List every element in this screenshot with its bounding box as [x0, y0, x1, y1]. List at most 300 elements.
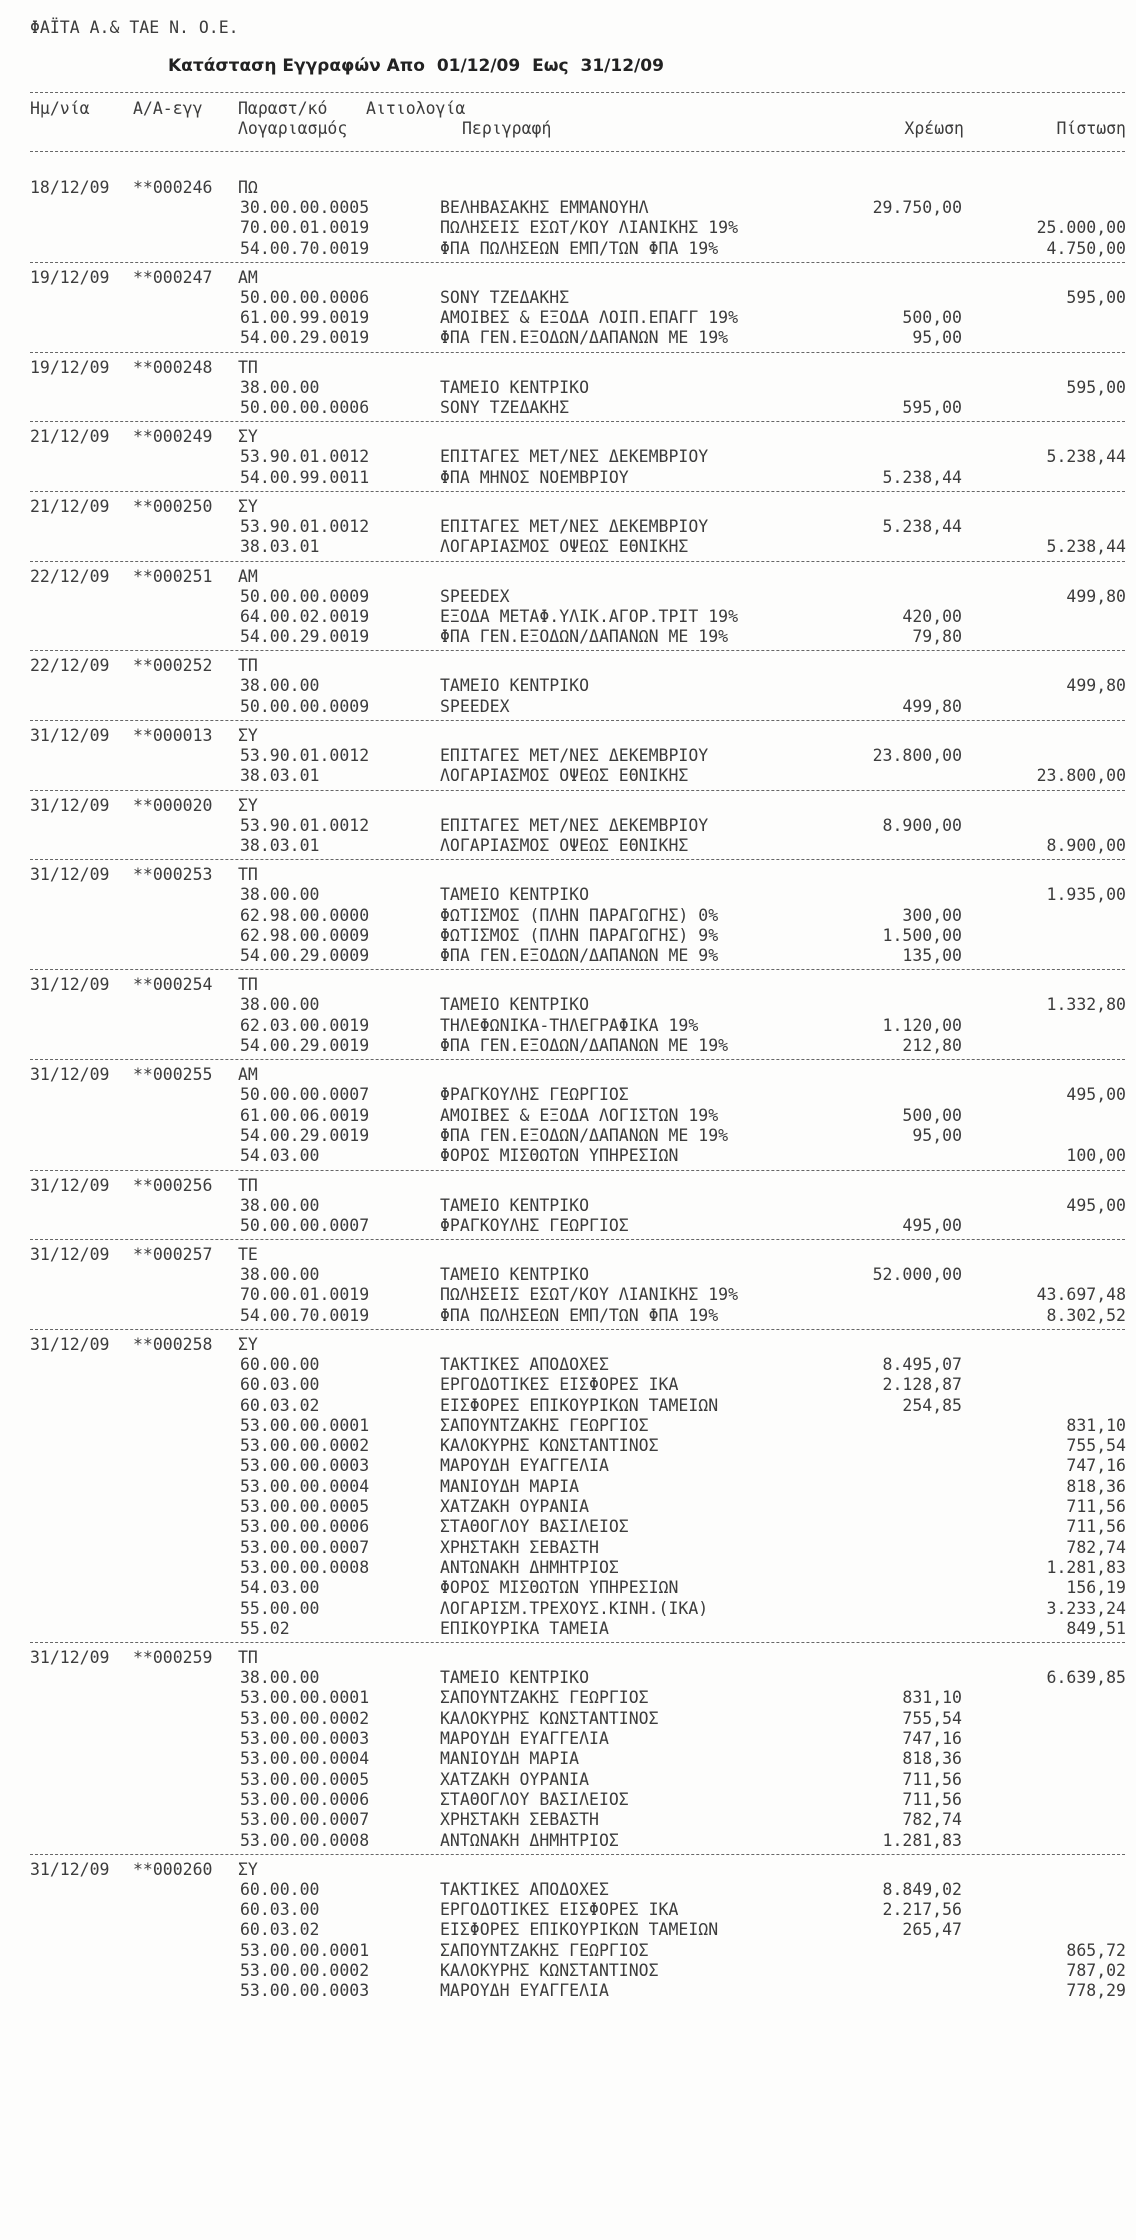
debit-amount: 420,00	[902, 606, 962, 626]
debit-amount: 747,16	[902, 1729, 962, 1749]
entry-header	[0, 796, 1136, 816]
account-code: 50.00.00.0009	[240, 586, 370, 606]
entry-number: **000249	[133, 427, 213, 447]
entry-date: 21/12/09	[30, 496, 110, 516]
entry-divider	[30, 790, 1125, 791]
entry-number: **000013	[133, 726, 213, 746]
account-code: 38.00.00	[240, 1668, 320, 1688]
credit-amount: 1.935,00	[1046, 885, 1126, 905]
account-code: 60.03.02	[240, 1395, 320, 1415]
debit-amount: 8.900,00	[882, 815, 962, 835]
credit-amount: 787,02	[1066, 1961, 1126, 1980]
entry-type: ΣΥ	[238, 496, 258, 516]
debit-amount: 212,80	[902, 1036, 962, 1056]
account-code: 54.00.29.0019	[240, 1036, 370, 1056]
line-description: ΦΩΤΙΣΜΟΣ (ΠΛΗΝ ΠΑΡΑΓΩΓΗΣ) 0%	[440, 905, 719, 925]
entry-date: 31/12/09	[30, 1175, 110, 1195]
entry-line	[0, 1688, 1136, 1708]
debit-amount: 23.800,00	[872, 746, 962, 766]
line-description: ΕΠΙΤΑΓΕΣ ΜΕΤ/ΝΕΣ ΔΕΚΕΜΒΡΙΟΥ	[440, 447, 709, 467]
entry-line	[0, 906, 1136, 926]
line-description: ΤΑΜΕΙΟ ΚΕΝΤΡΙΚΟ	[440, 1265, 590, 1285]
line-description: ΤΑΜΕΙΟ ΚΕΝΤΡΙΚΟ	[440, 377, 590, 397]
account-code: 38.03.01	[240, 766, 320, 786]
line-description: ΤΑΚΤΙΚΕΣ ΑΠΟΔΟΧΕΣ	[440, 1354, 609, 1374]
account-code: 70.00.01.0019	[240, 1285, 370, 1305]
divider	[30, 151, 1125, 152]
entry-header	[0, 358, 1136, 378]
entry-date: 31/12/09	[30, 865, 110, 885]
line-description: ΕΠΙΤΑΓΕΣ ΜΕΤ/ΝΕΣ ΔΕΚΕΜΒΡΙΟΥ	[440, 516, 709, 536]
debit-amount: 8.849,02	[882, 1879, 962, 1899]
credit-amount: 778,29	[1066, 1981, 1126, 2001]
entry-line	[0, 288, 1136, 308]
entry-divider	[30, 421, 1125, 422]
journal-entry	[0, 726, 1136, 791]
header-reason: Αιτιολογία	[366, 99, 466, 118]
entry-line	[0, 766, 1136, 786]
header-date: Ημ/νία	[30, 99, 90, 118]
account-code: 38.03.01	[240, 835, 320, 855]
journal-entry	[0, 427, 1136, 492]
line-description: ΕΙΣΦΟΡΕΣ ΕΠΙΚΟΥΡΙΚΩΝ ΤΑΜΕΙΩΝ	[440, 1395, 719, 1415]
line-description: ΣΤΑΘΟΓΛΟΥ ΒΑΣΙΛΕΙΟΣ	[440, 1789, 629, 1809]
account-code: 62.98.00.0000	[240, 905, 370, 925]
credit-amount: 6.639,85	[1046, 1668, 1126, 1688]
entry-line	[0, 627, 1136, 647]
entry-line	[0, 1790, 1136, 1810]
debit-amount: 831,10	[902, 1688, 962, 1708]
line-description: ΛΟΓΑΡΙΑΣΜΟΣ ΟΨΕΩΣ ΕΘΝΙΚΗΣ	[440, 537, 689, 557]
entry-line	[0, 1146, 1136, 1166]
entry-number: **000258	[133, 1334, 213, 1354]
entry-line	[0, 1355, 1136, 1375]
debit-amount: 755,54	[902, 1708, 962, 1728]
credit-amount: 3.233,24	[1046, 1598, 1126, 1618]
account-code: 60.03.02	[240, 1920, 320, 1940]
journal-entry	[0, 1860, 1136, 2002]
entry-line	[0, 517, 1136, 537]
entry-line	[0, 885, 1136, 905]
entry-line	[0, 1668, 1136, 1688]
entry-line	[0, 607, 1136, 627]
line-description: ΧΑΤΖΑΚΗ ΟΥΡΑΝΙΑ	[440, 1769, 590, 1789]
journal-entry	[0, 1176, 1136, 1241]
account-code: 53.00.00.0005	[240, 1769, 370, 1789]
account-code: 50.00.00.0007	[240, 1085, 370, 1105]
credit-amount: 818,36	[1066, 1476, 1126, 1496]
line-description: ΦΩΤΙΣΜΟΣ (ΠΛΗΝ ΠΑΡΑΓΩΓΗΣ) 9%	[440, 925, 719, 945]
line-description: ΠΩΛΗΣΕΙΣ ΕΣΩΤ/ΚΟΥ ΛΙΑΝΙΚΗΣ 19%	[440, 218, 739, 238]
entry-header	[0, 427, 1136, 447]
entry-divider	[30, 561, 1125, 562]
account-code: 60.00.00	[240, 1879, 320, 1899]
entry-type: ΣΥ	[238, 1334, 258, 1354]
account-code: 53.00.00.0007	[240, 1810, 370, 1830]
line-description: ΛΟΓΑΡΙΑΣΜΟΣ ΟΨΕΩΣ ΕΘΝΙΚΗΣ	[440, 766, 689, 786]
entry-line	[0, 1729, 1136, 1749]
line-description: ΣΑΠΟΥΝΤΖΑΚΗΣ ΓΕΩΡΓΙΟΣ	[440, 1688, 649, 1708]
entry-line	[0, 1517, 1136, 1537]
line-description: ΕΡΓΟΔΟΤΙΚΕΣ ΕΙΣΦΟΡΕΣ ΙΚΑ	[440, 1900, 679, 1920]
entry-line	[0, 1375, 1136, 1395]
account-code: 50.00.00.0007	[240, 1215, 370, 1235]
entry-line	[0, 995, 1136, 1015]
account-code: 54.00.70.0019	[240, 1305, 370, 1325]
journal-entry	[0, 975, 1136, 1060]
credit-amount: 1.281,83	[1046, 1557, 1126, 1577]
journal-entry	[0, 497, 1136, 562]
account-code: 53.00.00.0002	[240, 1961, 370, 1980]
entry-number: **000247	[133, 267, 213, 287]
account-code: 70.00.01.0019	[240, 218, 370, 238]
entry-number: **000253	[133, 865, 213, 885]
account-code: 53.00.00.0002	[240, 1436, 370, 1456]
header-entry-no: Α/Α-εγγ	[133, 99, 203, 118]
entry-line	[0, 1436, 1136, 1456]
account-code: 60.03.00	[240, 1900, 320, 1920]
debit-amount: 499,80	[902, 696, 962, 716]
account-code: 53.90.01.0012	[240, 746, 370, 766]
journal-entry	[0, 796, 1136, 861]
header-voucher: Παραστ/κό	[238, 99, 328, 118]
line-description: ΜΑΡΟΥΔΗ ΕΥΑΓΓΕΛΙΑ	[440, 1981, 609, 2001]
entry-line	[0, 1880, 1136, 1900]
entry-date: 21/12/09	[30, 427, 110, 447]
line-description: ΜΑΝΙΟΥΔΗ ΜΑΡΙΑ	[440, 1749, 580, 1769]
line-description: ΚΑΛΟΚΥΡΗΣ ΚΩΝΣΤΑΝΤΙΝΟΣ	[440, 1708, 659, 1728]
credit-amount: 782,74	[1066, 1537, 1126, 1557]
company-name: ΦΑΪΤΑ Α.& ΤΑΕ Ν. Ο.Ε.	[30, 18, 239, 37]
line-description: ΦΠΑ ΓΕΝ.ΕΞΟΔΩΝ/ΔΑΠΑΝΩΝ ΜΕ 9%	[440, 946, 719, 966]
line-description: SONY ΤΖΕΔΑΚΗΣ	[440, 398, 570, 418]
credit-amount: 1.332,80	[1046, 995, 1126, 1015]
account-code: 61.00.99.0019	[240, 308, 370, 328]
report-title	[168, 56, 670, 76]
credit-amount: 100,00	[1066, 1146, 1126, 1166]
account-code: 53.00.00.0006	[240, 1517, 370, 1537]
account-code: 38.00.00	[240, 1195, 320, 1215]
entry-line	[0, 1396, 1136, 1416]
entry-line	[0, 328, 1136, 348]
entry-line	[0, 1941, 1136, 1961]
account-code: 38.00.00	[240, 995, 320, 1015]
entry-type: ΤΠ	[238, 1175, 258, 1195]
line-description: ΤΑΜΕΙΟ ΚΕΝΤΡΙΚΟ	[440, 1668, 590, 1688]
line-description: ΕΙΣΦΟΡΕΣ ΕΠΙΚΟΥΡΙΚΩΝ ΤΑΜΕΙΩΝ	[440, 1920, 719, 1940]
account-code: 50.00.00.0009	[240, 696, 370, 716]
entry-number: **000252	[133, 656, 213, 676]
account-code: 54.00.29.0019	[240, 1125, 370, 1145]
line-description: ΛΟΓΑΡΙΑΣΜΟΣ ΟΨΕΩΣ ΕΘΝΙΚΗΣ	[440, 835, 689, 855]
entry-line	[0, 697, 1136, 717]
journal-entry	[0, 268, 1136, 353]
entry-type: ΤΕ	[238, 1245, 258, 1265]
line-description: ΧΡΗΣΤΑΚΗ ΣΕΒΑΣΤΗ	[440, 1537, 599, 1557]
account-code: 38.00.00	[240, 1265, 320, 1285]
line-description: ΦΠΑ ΜΗΝΟΣ ΝΟΕΜΒΡΙΟΥ	[440, 467, 629, 487]
debit-amount: 2.217,56	[882, 1900, 962, 1920]
debit-amount: 52.000,00	[872, 1265, 962, 1285]
entry-date: 31/12/09	[30, 1648, 110, 1668]
entry-line	[0, 308, 1136, 328]
account-code: 53.00.00.0004	[240, 1749, 370, 1769]
account-code: 53.00.00.0004	[240, 1476, 370, 1496]
entry-number: **000260	[133, 1859, 213, 1879]
credit-amount: 595,00	[1066, 377, 1126, 397]
line-description: ΦΠΑ ΠΩΛΗΣΕΩΝ ΕΜΠ/ΤΩΝ ΦΠΑ 19%	[440, 1305, 719, 1325]
entry-header	[0, 1648, 1136, 1668]
entry-date: 19/12/09	[30, 267, 110, 287]
line-description: ΣΑΠΟΥΝΤΖΑΚΗΣ ΓΕΩΡΓΙΟΣ	[440, 1940, 649, 1960]
account-code: 54.00.70.0019	[240, 238, 370, 258]
line-description: ΤΑΜΕΙΟ ΚΕΝΤΡΙΚΟ	[440, 995, 590, 1015]
debit-amount: 782,74	[902, 1810, 962, 1830]
line-description: ΤΑΜΕΙΟ ΚΕΝΤΡΙΚΟ	[440, 885, 590, 905]
line-description: ΑΜΟΙΒΕΣ & ΕΞΟΔΑ ΛΟΓΙΣΤΩΝ 19%	[440, 1105, 719, 1125]
entry-line	[0, 378, 1136, 398]
line-description: SPEEDEX	[440, 586, 510, 606]
entry-line	[0, 926, 1136, 946]
credit-amount: 711,56	[1066, 1517, 1126, 1537]
entry-number: **000256	[133, 1175, 213, 1195]
credit-amount: 495,00	[1066, 1195, 1126, 1215]
entry-header	[0, 975, 1136, 995]
entry-number: **000250	[133, 496, 213, 516]
debit-amount: 95,00	[912, 1125, 962, 1145]
debit-amount: 135,00	[902, 946, 962, 966]
credit-amount: 849,51	[1066, 1618, 1126, 1638]
credit-amount: 495,00	[1066, 1085, 1126, 1105]
entry-line	[0, 1900, 1136, 1920]
credit-amount: 711,56	[1066, 1497, 1126, 1517]
line-description: ΦΠΑ ΠΩΛΗΣΕΩΝ ΕΜΠ/ΤΩΝ ΦΠΑ 19%	[440, 238, 719, 258]
entry-line	[0, 1036, 1136, 1056]
line-description: ΦΟΡΟΣ ΜΙΣΘΩΤΩΝ ΥΠΗΡΕΣΙΩΝ	[440, 1578, 679, 1598]
title-from-date: 01/12/09	[436, 56, 521, 76]
journal-entry	[0, 178, 1136, 263]
account-code: 53.00.00.0003	[240, 1729, 370, 1749]
credit-amount: 4.750,00	[1046, 238, 1126, 258]
debit-amount: 8.495,07	[882, 1354, 962, 1374]
debit-amount: 254,85	[902, 1395, 962, 1415]
title-to-word: Εως	[532, 56, 569, 76]
account-code: 53.90.01.0012	[240, 447, 370, 467]
entry-divider	[30, 1329, 1125, 1330]
entry-line	[0, 239, 1136, 259]
line-description: ΧΑΤΖΑΚΗ ΟΥΡΑΝΙΑ	[440, 1497, 590, 1517]
entry-type: ΣΥ	[238, 427, 258, 447]
entry-date: 31/12/09	[30, 795, 110, 815]
entry-type: ΤΠ	[238, 975, 258, 995]
entry-line	[0, 746, 1136, 766]
line-description: ΠΩΛΗΣΕΙΣ ΕΣΩΤ/ΚΟΥ ΛΙΑΝΙΚΗΣ 19%	[440, 1285, 739, 1305]
account-code: 64.00.02.0019	[240, 606, 370, 626]
entry-line	[0, 1981, 1136, 2001]
account-code: 62.03.00.0019	[240, 1015, 370, 1035]
entry-type: ΣΥ	[238, 795, 258, 815]
account-code: 55.02	[240, 1618, 290, 1638]
entry-date: 31/12/09	[30, 975, 110, 995]
entry-number: **000251	[133, 566, 213, 586]
entry-type: ΑΜ	[238, 267, 258, 287]
line-description: ΦΠΑ ΓΕΝ.ΕΞΟΔΩΝ/ΔΑΠΑΝΩΝ ΜΕ 19%	[440, 328, 729, 348]
entry-line	[0, 1538, 1136, 1558]
entry-header	[0, 865, 1136, 885]
entry-number: **000259	[133, 1648, 213, 1668]
entry-date: 31/12/09	[30, 726, 110, 746]
debit-amount: 1.281,83	[882, 1830, 962, 1850]
account-code: 38.00.00	[240, 377, 320, 397]
entry-line	[0, 1497, 1136, 1517]
debit-amount: 2.128,87	[882, 1375, 962, 1395]
line-description: ΦΠΑ ΓΕΝ.ΕΞΟΔΩΝ/ΔΑΠΑΝΩΝ ΜΕ 19%	[440, 1036, 729, 1056]
credit-amount: 156,19	[1066, 1578, 1126, 1598]
entry-divider	[30, 491, 1125, 492]
line-description: ΚΑΛΟΚΥΡΗΣ ΚΩΝΣΤΑΝΤΙΝΟΣ	[440, 1961, 659, 1980]
entry-line	[0, 198, 1136, 218]
account-code: 30.00.00.0005	[240, 198, 370, 217]
entry-line	[0, 1770, 1136, 1790]
account-code: 50.00.00.0006	[240, 398, 370, 418]
line-description: SPEEDEX	[440, 696, 510, 716]
entry-line	[0, 398, 1136, 418]
account-code: 54.00.29.0019	[240, 627, 370, 647]
entry-line	[0, 1016, 1136, 1036]
account-code: 62.98.00.0009	[240, 925, 370, 945]
column-headers	[0, 99, 1136, 143]
entry-line	[0, 816, 1136, 836]
entry-date: 31/12/09	[30, 1859, 110, 1879]
entry-divider	[30, 650, 1125, 651]
entry-header	[0, 497, 1136, 517]
entry-divider	[30, 969, 1125, 970]
credit-amount: 747,16	[1066, 1456, 1126, 1476]
account-code: 54.03.00	[240, 1578, 320, 1598]
line-description: ΦΠΑ ΓΕΝ.ΕΞΟΔΩΝ/ΔΑΠΑΝΩΝ ΜΕ 19%	[440, 1125, 729, 1145]
credit-amount: 25.000,00	[1036, 218, 1126, 238]
header-credit: Πίστωση	[1056, 119, 1126, 138]
journal-entry	[0, 1245, 1136, 1330]
entry-divider	[30, 262, 1125, 263]
title-prefix: Κατάσταση Εγγραφών Απο	[168, 56, 425, 76]
entry-header	[0, 178, 1136, 198]
account-code: 54.00.29.0019	[240, 328, 370, 348]
debit-amount: 1.120,00	[882, 1015, 962, 1035]
line-description: ΧΡΗΣΤΑΚΗ ΣΕΒΑΣΤΗ	[440, 1810, 599, 1830]
entry-divider	[30, 1642, 1125, 1643]
credit-amount: 595,00	[1066, 287, 1126, 307]
header-description: Περιγραφή	[462, 119, 552, 138]
account-code: 38.03.01	[240, 537, 320, 557]
title-to-date: 31/12/09	[580, 56, 664, 76]
line-description: ΕΞΟΔΑ ΜΕΤΑΦ.ΥΛΙΚ.ΑΓΟΡ.ΤΡΙΤ 19%	[440, 606, 739, 626]
account-code: 61.00.06.0019	[240, 1105, 370, 1125]
journal-entry	[0, 567, 1136, 652]
entry-line	[0, 1265, 1136, 1285]
line-description: ΦΡΑΓΚΟΥΛΗΣ ΓΕΩΡΓΙΟΣ	[440, 1215, 629, 1235]
line-description: ΛΟΓΑΡΙΣΜ.ΤΡΕΧΟΥΣ.ΚΙΝΗ.(ΙΚΑ)	[440, 1598, 709, 1618]
entry-divider	[30, 720, 1125, 721]
line-description: ΕΠΙΤΑΓΕΣ ΜΕΤ/ΝΕΣ ΔΕΚΕΜΒΡΙΟΥ	[440, 815, 709, 835]
credit-amount: 5.238,44	[1046, 447, 1126, 467]
credit-amount: 43.697,48	[1036, 1285, 1126, 1305]
debit-amount: 818,36	[902, 1749, 962, 1769]
account-code: 53.90.01.0012	[240, 815, 370, 835]
line-description: ΜΑΡΟΥΔΗ ΕΥΑΓΓΕΛΙΑ	[440, 1729, 609, 1749]
account-code: 53.00.00.0001	[240, 1415, 370, 1435]
entry-line	[0, 946, 1136, 966]
line-description: ΕΠΙΚΟΥΡΙΚΑ ΤΑΜΕΙΑ	[440, 1618, 609, 1638]
debit-amount: 500,00	[902, 308, 962, 328]
debit-amount: 1.500,00	[882, 925, 962, 945]
line-description: ΕΡΓΟΔΟΤΙΚΕΣ ΕΙΣΦΟΡΕΣ ΙΚΑ	[440, 1375, 679, 1395]
account-code: 60.00.00	[240, 1354, 320, 1374]
entry-line	[0, 218, 1136, 238]
line-description: ΒΕΛΗΒΑΣΑΚΗΣ ΕΜΜΑΝΟΥΗΛ	[440, 198, 649, 217]
account-code: 53.00.00.0001	[240, 1940, 370, 1960]
credit-amount: 8.302,52	[1046, 1305, 1126, 1325]
credit-amount: 23.800,00	[1036, 766, 1126, 786]
entry-line	[0, 1285, 1136, 1305]
debit-amount: 95,00	[912, 328, 962, 348]
credit-amount: 499,80	[1066, 676, 1126, 696]
entry-line	[0, 587, 1136, 607]
account-code: 54.00.29.0009	[240, 946, 370, 966]
entry-header	[0, 656, 1136, 676]
header-debit: Χρέωση	[904, 119, 964, 138]
line-description: ΣΑΠΟΥΝΤΖΑΚΗΣ ΓΕΩΡΓΙΟΣ	[440, 1415, 649, 1435]
journal-entry	[0, 1335, 1136, 1643]
entry-line	[0, 1961, 1136, 1981]
entry-header	[0, 567, 1136, 587]
debit-amount: 79,80	[912, 627, 962, 647]
credit-amount: 831,10	[1066, 1415, 1126, 1435]
debit-amount: 5.238,44	[882, 467, 962, 487]
entry-line	[0, 1456, 1136, 1476]
entry-line	[0, 1920, 1136, 1940]
entry-line	[0, 1599, 1136, 1619]
entry-line	[0, 1558, 1136, 1578]
entry-number: **000254	[133, 975, 213, 995]
entry-number: **000255	[133, 1065, 213, 1085]
debit-amount: 711,56	[902, 1769, 962, 1789]
credit-amount: 865,72	[1066, 1940, 1126, 1960]
account-code: 38.00.00	[240, 676, 320, 696]
entry-divider	[30, 1239, 1125, 1240]
entry-divider	[30, 859, 1125, 860]
entry-line	[0, 1085, 1136, 1105]
account-code: 54.03.00	[240, 1146, 320, 1166]
entry-line	[0, 1831, 1136, 1851]
entry-date: 22/12/09	[30, 656, 110, 676]
debit-amount: 265,47	[902, 1920, 962, 1940]
entry-type: ΠΩ	[238, 178, 258, 197]
entry-divider	[30, 1854, 1125, 1855]
line-description: ΦΠΑ ΓΕΝ.ΕΞΟΔΩΝ/ΔΑΠΑΝΩΝ ΜΕ 19%	[440, 627, 729, 647]
credit-amount: 5.238,44	[1046, 537, 1126, 557]
account-code: 53.00.00.0001	[240, 1688, 370, 1708]
entry-type: ΑΜ	[238, 566, 258, 586]
line-description: ΦΡΑΓΚΟΥΛΗΣ ΓΕΩΡΓΙΟΣ	[440, 1085, 629, 1105]
debit-amount: 495,00	[902, 1215, 962, 1235]
line-description: ΚΑΛΟΚΥΡΗΣ ΚΩΝΣΤΑΝΤΙΝΟΣ	[440, 1436, 659, 1456]
entry-date: 18/12/09	[30, 178, 110, 197]
entry-number: **000257	[133, 1245, 213, 1265]
entry-date: 19/12/09	[30, 357, 110, 377]
entry-header	[0, 268, 1136, 288]
entry-line	[0, 676, 1136, 696]
